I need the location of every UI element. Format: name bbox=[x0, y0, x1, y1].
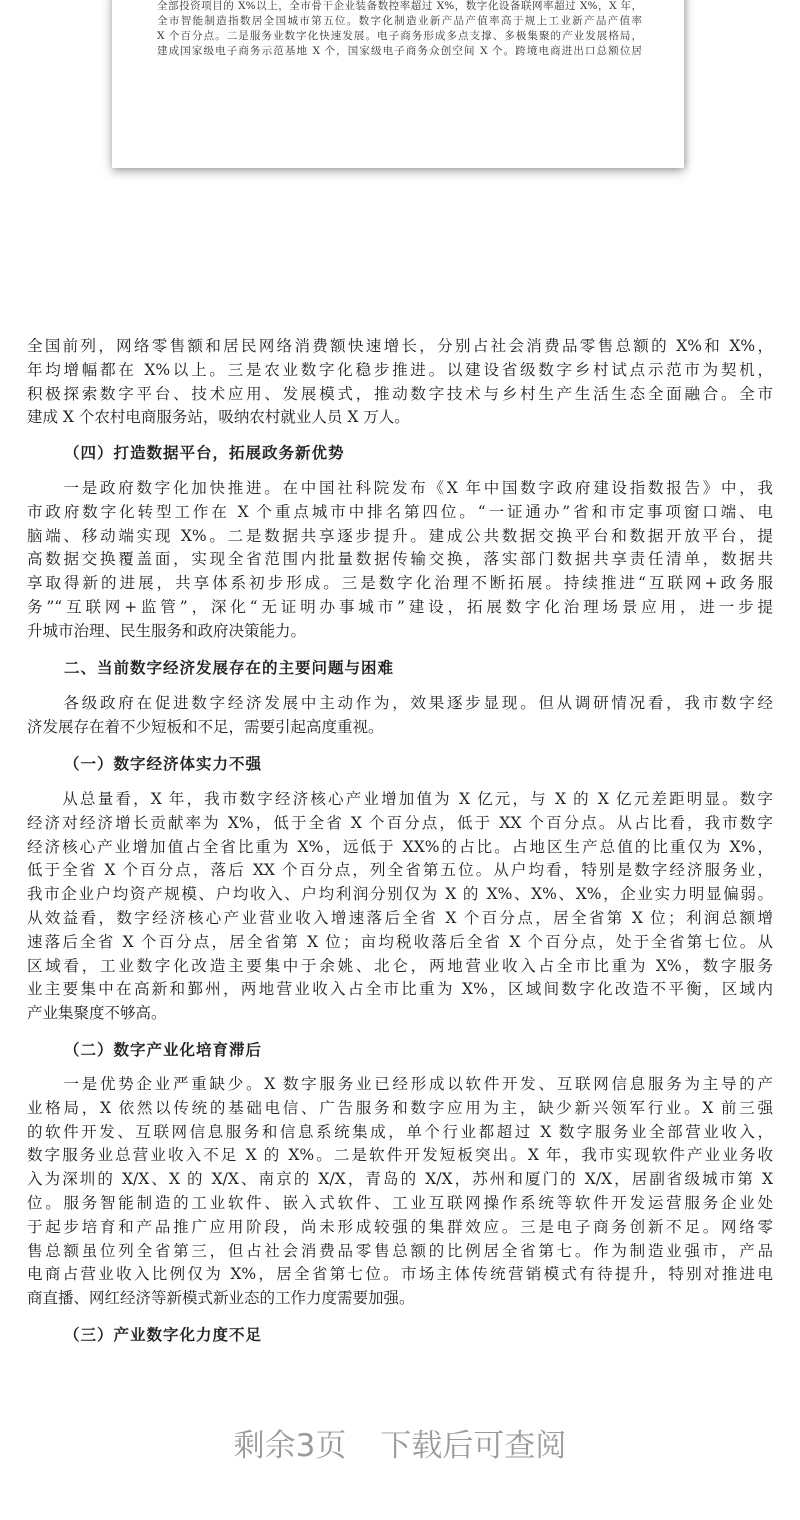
paragraph-line: 的软件开发、互联网信息服务和信息系统集成，单个行业都超过 X 数字服务业全部营业收入， bbox=[27, 1122, 773, 1141]
paragraph-line: 享取得新的进展，共享体系初步形成。三是数字化治理不断拓展。持续推进“互联网+政务服 bbox=[27, 574, 773, 593]
paragraph-line: 一是政府数字化加快推进。在中国社科院发布《X 年中国数字政府建设指数报告》中，我 bbox=[27, 479, 773, 497]
paragraph-line: 产业集聚度不够高。 bbox=[27, 1004, 167, 1023]
paragraph-line: 市政府数字化转型工作在 X 个重点城市中排名第四位。“一证通办”省和市定事项窗口端、电 bbox=[27, 502, 773, 521]
preview-line: X 个百分点。二是服务业数字化快速发展。电子商务形成多点支撑、多极集聚的产业发展格局， bbox=[157, 30, 642, 42]
paragraph bbox=[27, 335, 773, 430]
paragraph bbox=[27, 477, 773, 644]
download-hint-label: 下载后可查阅 bbox=[380, 1428, 567, 1464]
paragraph-line: 经济对经济增长贡献率为 X%，低于全省 X 个百分点，低于 XX 个百分点。从占比看，我市数字 bbox=[27, 813, 773, 832]
paragraph-line: 速落后全省 X 个百分点，居全省第 X 位；亩均税收落后全省 X 个百分点，处于全省第七位。从 bbox=[27, 932, 773, 951]
remaining-pages-label: 剩余3页 bbox=[233, 1428, 347, 1464]
remaining-pages-notice[interactable] bbox=[0, 1420, 800, 1465]
paragraph-line: 数字服务业总营业收入不足 X 的 X%。二是软件开发短板突出。X 年，我市实现软件产业业务收 bbox=[27, 1146, 773, 1165]
paragraph-line: 经济核心产业增加值占全省比重为 X%，远低于 XX%的占比。占地区生产总值的比重仅为 X%， bbox=[27, 837, 773, 856]
section-heading: （四）打造数据平台，拓展政务新优势 bbox=[64, 443, 345, 462]
preview-line: 全市智能制造指数居全国城市第五位。数字化制造业新产品产值率高于规上工业新产品产值率 bbox=[157, 15, 642, 27]
paragraph bbox=[27, 1073, 773, 1311]
paragraph bbox=[27, 692, 773, 740]
paragraph-line: 入为深圳的 X/X、X 的 X/X、南京的 X/X，青岛的 X/X，苏州和厦门的 X/X，居副省级城市第 X bbox=[27, 1170, 773, 1189]
paragraph-line: 业格局，X 依然以传统的基础电信、广告服务和数字应用为主，缺少新兴领军行业。X 前三强 bbox=[27, 1098, 773, 1117]
paragraph-line: 于起步培育和产品推广应用阶段，尚未形成较强的集群效应。三是电子商务创新不足。网络零 bbox=[27, 1217, 773, 1236]
paragraph-line: 电商占营业收入比例仅为 X%，居全省第七位。市场主体传统营销模式有待提升，特别对推进电 bbox=[27, 1265, 773, 1284]
paragraph-line: 从总量看，X 年，我市数字经济核心产业增加值为 X 亿元，与 X 的 X 亿元差距明显。数字 bbox=[27, 790, 773, 808]
section-heading: （一）数字经济体实力不强 bbox=[64, 754, 263, 773]
paragraph-line: 区域看，工业数字化改造主要集中于余姚、北仑，两地营业收入占全市比重为 X%，数字服务 bbox=[27, 956, 773, 975]
preview-line: 建成国家级电子商务示范基地 X 个，国家级电子商务众创空间 X 个。跨境电商进出口总额位居 bbox=[157, 45, 642, 57]
section-heading: （二）数字产业化培育滞后 bbox=[64, 1040, 263, 1059]
paragraph-line: 商直播、网红经济等新模式新业态的工作力度需要加强。 bbox=[27, 1289, 415, 1308]
paragraph-line: 高数据交换覆盖面，实现全省范围内批量数据传输交换，落实部门数据共享责任清单，数据共 bbox=[27, 550, 773, 569]
paragraph-line: 从效益看，数字经济核心产业营业收入增速落后全省 X 个百分点，居全省第 X 位；利润总额增 bbox=[27, 908, 773, 927]
paragraph-line: 我市企业户均资产规模、户均收入、户均利润分别仅为 X 的 X%、X%、X%，企业实力明显偏弱。 bbox=[27, 885, 773, 904]
paragraph bbox=[27, 788, 773, 1026]
paragraph-line: 建成 X 个农村电商服务站，吸纳农村就业人员 X 万人。 bbox=[27, 408, 410, 427]
paragraph-line: 全国前列，网络零售额和居民网络消费额快速增长，分别占社会消费品零售总额的 X%和 X%， bbox=[27, 337, 773, 355]
paragraph-line: 售总额虽位列全省第三，但占社会消费品零售总额的比例居全省第七。作为制造业强市，产品 bbox=[27, 1241, 773, 1260]
section-heading: 二、当前数字经济发展存在的主要问题与困难 bbox=[64, 658, 395, 677]
previous-page-preview bbox=[112, 0, 684, 168]
paragraph-line: 低于全省 X 个百分点，落后 XX 个百分点，列全省第五位。从户均看，特别是数字经济服务业， bbox=[27, 861, 773, 880]
section-heading: （三）产业数字化力度不足 bbox=[64, 1325, 263, 1344]
paragraph-line: 济发展存在着不少短板和不足，需要引起高度重视。 bbox=[27, 717, 384, 736]
paragraph-line: 年均增幅都在 X%以上。三是农业数字化稳步推进。以建设省级数字乡村试点示范市为契机， bbox=[27, 360, 773, 379]
paragraph-line: 位。服务智能制造的工业软件、嵌入式软件、工业互联网操作系统等软件开发运营服务企业处 bbox=[27, 1193, 773, 1212]
paragraph-line: 务”“互联网+监管”，深化“无证明办事城市”建设，拓展数字化治理场景应用，进一步提 bbox=[27, 597, 773, 616]
paragraph-line: 积极探索数字平台、技术应用、发展模式，推动数字技术与乡村生产生活生态全面融合。全市 bbox=[27, 384, 773, 403]
paragraph-line: 业主要集中在高新和鄞州，两地营业收入占全市比重为 X%，区域间数字化改造不平衡，区域内 bbox=[27, 980, 773, 999]
paragraph-line: 脑端、移动端实现 X%。二是数据共享逐步提升。建成公共数据交换平台和数据开放平台，提 bbox=[27, 526, 773, 545]
paragraph-line: 各级政府在促进数字经济发展中主动作为，效果逐步显现。但从调研情况看，我市数字经 bbox=[27, 694, 773, 712]
paragraph-line: 一是优势企业严重缺少。X 数字服务业已经形成以软件开发、互联网信息服务为主导的产 bbox=[27, 1075, 773, 1093]
preview-line: 全部投资项目的 X%以上，全市骨干企业装备数控率超过 X%，数字化设备联网率超过 X%，X 年， bbox=[157, 0, 642, 12]
paragraph-line: 升城市治理、民生服务和政府决策能力。 bbox=[27, 621, 307, 640]
